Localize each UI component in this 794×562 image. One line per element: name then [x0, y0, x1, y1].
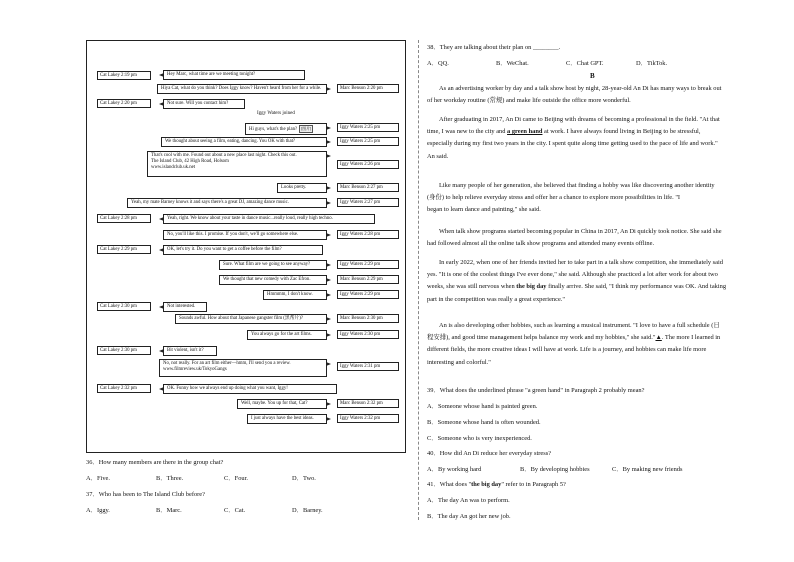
chat-sender: Iggy Waters 2:32 pm: [337, 414, 399, 423]
message-line: No, not really. For an art film either—hmm, I'll send you a review.: [163, 361, 291, 366]
chat-message: OK. Funny how we always end up doing what you want, Iggy!: [163, 384, 337, 394]
section-b-heading: B: [590, 72, 595, 80]
chat-sender: Marc Benson 2:29 pm: [337, 275, 399, 284]
option-36-c[interactable]: C．Four.: [224, 475, 248, 482]
option-38-a[interactable]: A．QQ.: [427, 60, 449, 67]
option-38-c[interactable]: C．Chat GPT.: [566, 60, 604, 67]
chat-message: We thought that new comedy with Zac Efron.: [219, 275, 327, 285]
underlined-phrase: a green hand: [507, 128, 543, 136]
passage-paragraph-5: In early 2022, when one of her friends invited her to take part in a talk show competition, she immediately said yes. "It is one of the coolest things I've ever done," she said. Although she practiced a lot after work for about two weeks, she was still nervous when the big day finally arrive. She said, "I think my performance was OK. And taking part in the competition was really a great experience.": [427, 259, 727, 303]
passage-paragraph-1: As an advertising worker by day and a talk show host by night, 28-year-old An Di has many ways to break out of her workday routine (常规) and make life outside the office more wonderful.: [427, 85, 722, 105]
option-39-c[interactable]: C．Someone who is very inexperienced.: [427, 435, 532, 442]
question-36: 36．How many members are there in the group chat?: [86, 459, 224, 466]
chat-sender: Iggy Waters 2:25 pm: [337, 137, 399, 146]
option-41-b[interactable]: B．The day An got her new job.: [427, 513, 511, 520]
chat-sender: Cat Lakey 2:29 pm: [97, 245, 151, 254]
chat-message: Bit violent, isn't it?: [163, 346, 217, 356]
chat-join-notice: Iggy Waters joined: [257, 111, 295, 116]
option-38-d[interactable]: D．TikTok.: [636, 60, 668, 67]
message-line: www.filmreview.uk/TokyoGangs: [163, 367, 227, 373]
chat-message: No, you'll like this. I promise. If you don't, we'll go somewhere else.: [163, 230, 327, 240]
option-38-b[interactable]: B．WeChat.: [496, 60, 529, 67]
chat-sender: Iggy Waters 2:26 pm: [337, 160, 399, 169]
chat-message: Hi guys, what's the plan? [图片]: [245, 123, 327, 135]
chat-sender: Marc Benson 2:27 pm: [337, 183, 399, 192]
option-40-a[interactable]: A．By working hard: [427, 466, 482, 473]
option-37-d[interactable]: D．Barney.: [292, 507, 323, 514]
chat-sender: Iggy Waters 2:31 pm: [337, 362, 399, 371]
chat-sender: Cat Lakey 2:32 pm: [97, 384, 151, 393]
option-40-c[interactable]: C．By making new friends: [612, 466, 683, 473]
passage-paragraph-3: Like many people of her generation, she believed that finding a hobby was like discovering another identity (身份) to help relieve everyday stress and offer her a chance to explore more possibilities in life. "I began to learn dance and painting," she said.: [427, 182, 715, 214]
question-38: 38．They are talking about their plan on ________.: [427, 44, 561, 51]
chat-sender: Marc Benson 2:30 pm: [337, 314, 399, 323]
message-line: www.islandclub.uk.net: [151, 165, 196, 171]
bold-phrase: the big day: [516, 283, 547, 291]
chat-message: [147, 151, 327, 177]
chat-message: [159, 359, 327, 377]
blank-marker: ▲: [655, 334, 662, 342]
option-40-b[interactable]: B．By developing hobbies: [520, 466, 590, 473]
chat-sender: Cat Lakey 2:30 pm: [97, 346, 151, 355]
chat-message: Sounds awful. How about that Japanese gangster film (黑帮片)?: [175, 314, 327, 324]
option-39-b[interactable]: B．Someone whose hand is often wounded.: [427, 419, 541, 426]
chat-message: Looks pretty.: [277, 183, 327, 193]
passage-paragraph-4: When talk show programs started becoming popular in China in 2017, An Di quickly took notice. She said she had followed almost all the online talk show programs and attended many events offline.: [427, 228, 722, 248]
passage-paragraph-6: An is also developing other hobbies, such as learning a musical instrument. "I love to have a full schedule (日 程安排), and good time management helps balance my work and my hobbies," she said."▲. The more I learned in different fields, the more creative ideas I will have at work. Life is a journey, and hobbies can make life more interesting and colorful.": [427, 322, 721, 366]
question-41: 41．What does "the big day" refer to in Paragraph 5?: [427, 481, 566, 488]
chat-sender: Cat Lakey 2:19 pm: [97, 71, 151, 80]
chat-sender: Iggy Waters 2:27 pm: [337, 198, 399, 207]
question-40: 40．How did An Di reduce her everyday stress?: [427, 450, 552, 457]
option-41-a[interactable]: A．The day An was to perform.: [427, 497, 510, 504]
question-39: 39．What does the underlined phrase "a green hand" in Paragraph 2 probably mean?: [427, 387, 645, 394]
chat-sender: Cat Lakey 2:30 pm: [97, 302, 151, 311]
chat-sender: Iggy Waters 2:25 pm: [337, 123, 399, 132]
passage-paragraph-2: After graduating in 2017, An Di came to Beijing with dreams of becoming a professional in the field. "At that time, I was new to the city and a green hand at work. I have always found living in Beijing to be stressful, especially during my first two years in the city. I spent quite along time getting used to the pace of life and work." An said.: [427, 116, 720, 160]
message-line: The Island Club, 42 High Road, Holsom: [151, 159, 229, 165]
chat-message: I just always have the best ideas.: [247, 414, 327, 424]
chat-message: Hmmmm, I don't know.: [263, 290, 327, 300]
sticker-image: [图片]: [299, 125, 313, 133]
chat-message: Yeah, right. We know about your taste in dance music...really loud, really high techno.: [163, 214, 375, 224]
option-36-a[interactable]: A．Five.: [86, 475, 110, 482]
chat-message: Hiya Cat, what do you think? Does Iggy know? Haven't heard from her for a while.: [157, 84, 327, 94]
question-37: 37．Who has been to The Island Club before?: [86, 491, 205, 498]
chat-message: Not interested.: [163, 302, 207, 312]
option-39-a[interactable]: A．Someone whose hand is painted green.: [427, 403, 538, 410]
chat-message: Yeah, my mate Barney knows it and says there's a great DJ, amazing dance music.: [127, 198, 327, 208]
chat-message: You always go for the art films.: [247, 330, 327, 340]
chat-message: We thought about seeing a film, eating, dancing. You OK with that?: [161, 137, 327, 147]
column-divider: [418, 40, 419, 520]
chat-sender: Iggy Waters 2:29 pm: [337, 290, 399, 299]
chat-sender: Iggy Waters 2:28 pm: [337, 230, 399, 239]
chat-sender: Iggy Waters 2:30 pm: [337, 330, 399, 339]
option-36-d[interactable]: D．Two.: [292, 475, 316, 482]
chat-sender: Cat Lakey 2:28 pm: [97, 214, 151, 223]
chat-sender: Cat Lakey 2:20 pm: [97, 99, 151, 108]
chat-sender: Marc Benson 2:32 pm: [337, 399, 399, 408]
chat-message: OK, let's try it. Do you want to get a coffee before the film?: [163, 245, 323, 255]
chat-message: Hey Marc, what time are we meeting tonight?: [163, 70, 305, 80]
chat-message: Not sure. Will you contact him?: [163, 99, 245, 109]
chat-sender: Iggy Waters 2:29 pm: [337, 260, 399, 269]
option-37-b[interactable]: B．Marc.: [156, 507, 182, 514]
chat-message: Well, maybe. You up for that, Cat?: [237, 399, 327, 409]
option-37-c[interactable]: C．Cat.: [224, 507, 246, 514]
option-37-a[interactable]: A．Iggy.: [86, 507, 110, 514]
message-line: That's cool with me. Found out about a new place last night. Check this out.: [151, 153, 297, 158]
group-chat-panel: [86, 40, 406, 453]
chat-sender: Marc Benson 2:20 pm: [337, 84, 399, 93]
option-36-b[interactable]: B．Three.: [156, 475, 184, 482]
chat-message: Sure. What film are we going to see anyway?: [219, 260, 327, 270]
